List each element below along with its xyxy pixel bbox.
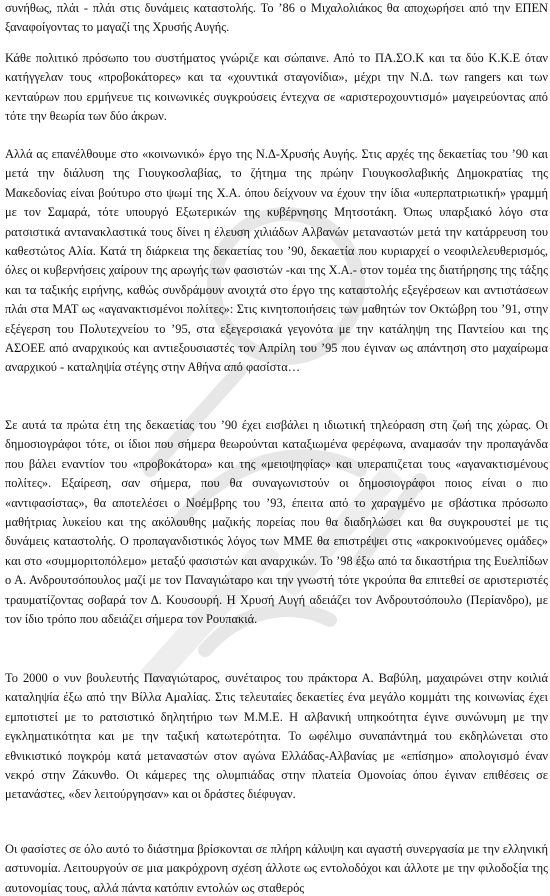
paragraph-2: Κάθε πολιτικό πρόσωπο του συστήματος γνώριζε και σώπαινε. Από το ΠΑ.ΣΟ.Κ και τα δύο Κ.Κ.Ε όταν κατήγγελαν τους «προβοκάτορες» και τα «χουντικά σταγονίδια», μέχρι την Ν.Δ. των rangers και των κενταύρων που ερμήνευε τις κοινωνικές συγκρούσεις έντεχνα σε «αριστεροχουντισμό» μαγειρεύοντας από τότε την θεωρία των δύο άκρων. xyxy=(5,51,548,124)
paragraph-6: Οι φασίστες σε όλο αυτό το διάστημα βρίσκονται σε πλήρη κάλυψη και αγαστή συνεργασία με την ελληνική αστυνομία. Λειτουργούν σε μια μακρόχρονη σχέση άλλοτε ως εντολοδόχοι και άλλοτε με την φιλοδοξία της αυτονομίας τους, αλλά πάντα κατόπιν εντολών ως σταθερός xyxy=(5,842,548,895)
paragraph-5: Το 2000 ο νυν βουλευτής Παναγιώταρος, συνέταιρος του πράκτορα Α. Βαβύλη, μαχαιρώνει στην κοιλιά καταληψία έξω από την Βίλλα Αμαλίας. Στις τελευταίες δεκαετίες ένα μεγάλο κομμάτι της κοινωνίας έχει εμποτιστεί με το ρατσιστικό δηλητήριο των Μ.Μ.Ε. Η αλβανική υπηκοότητα έγινε συνώνυμη με την εγκληματικότητα και με την ταξική κατωτερότητα. Το ωφέλιμο συναπάντημά του εκδηλώνεται στο εθνικιστικό πογκρόμ κατά μεταναστών στον αγώνα Ελλάδας-Αλβανίας με «επίσημο» απολογισμό έναν νεκρό στην Ζάκυνθο. Οι κάμερες της ολυμπιάδας στην πλατεία Ομονοίας όπου έγιναν επιθέσεις σε μετανάστες, «δεν λειτούργησαν» και οι δράστες διέφυγαν. xyxy=(5,671,548,802)
paragraph-3: Αλλά ας επανέλθουμε στο «κοινωνικό» έργο της Ν.Δ-Χρυσής Αυγής. Στις αρχές της δεκαετίας του ’90 και μετά την διάλυση της Γιουγκοσλαβίας, το ζήτημα της πρώην Γιουγκοσλαβικής Δημοκρατίας της Μακεδονίας είναι βούτυρο στο ψωμί της Χ.Α. όπου δείχνουν να έχουν την ίδια «υπερπατριωτική» γραμμή με τον Σαμαρά, τότε υπουργό Εξωτερικών της κυβέρνησης Μητσοτάκη. Όπως υπαρξιακό λόγο στα ρατσιστικά αντανακλαστικά τους δίνει η έλευση χιλιάδων Αλβανών μεταναστών μετά την κατάρρευση του καθεστώτος Αλία. Κατά τη διάρκεια της δεκαετίας του ’90, δεκαετία που κυριαρχεί ο νεοφιλελευθερισμός, όλες οι κυβερνήσεις χαίρουν της αρωγής των φασιστών -και της Χ.Α.- στον τομέα της διατήρησης της τάξης και τα ταξικής ειρήνης, καθώς συνδράμουν ανοιχτά στο έργο της καταστολής εξεγέρσεων και αντιστάσεων πλάι στα ΜΑΤ ως «αγανακτισμένοι πολίτες»: Στις κινητοποιήσεις των μαθητών τον Οκτώβρη του ’91, στην εξέγερση του Πολυτεχνείου το ’95, στα εξεγερσιακά γεγονότα με την κατάληψη της Παντείου και της ΑΣΟΕΕ από αναρχικούς και αντιεξουσιαστές τον Απρίλη του ’95 που έγιναν ως απάντηση στο μαχαίρωμα αναρχικού - καταληψία στέγης στην Αθήνα από φασίστα… xyxy=(5,147,548,375)
paragraph-4: Σε αυτά τα πρώτα έτη της δεκαετίας του ’90 έχει εισβάλει η ιδιωτική τηλεόραση στη ζωή της χώρας. Οι δημοσιογράφοι τότε, οι ίδιοι που σήμερα θεωρούνται καταξιωμένα φερέφωνα, αναμασάν την προπαγάνδα που βάλει εναντίον του «προβοκάτορα» και της «μειοψηφίας» και υπεραπιζεται τους «αγανακτισμένους πολίτες». Εξαίρεση, σαν σήμερα, που θα συναγωνιστούν οι δημοσιογράφοι ποιος είναι ο πιο «αντιφασίστας», θα αποτελέσει ο Νοέμβρης του ’93, έπειτα από το χαραγμένο με σβάστικα πρόσωπο μαθήτριας λυκείου και της ακόλουθης μαζικής πορείας που θα διαδηλώσει και θα συγκρουστεί με τις δυνάμεις καταστολής. Ο προπαγανδιστικός λόγος των ΜΜΕ θα επιστρέψει στις «ακροκινούμενες ομάδες» και στο «συμμοριτοπόλεμο» μεταξύ φασιστών και αναρχικών. Το ’98 έξω από τα δικαστήρια της Ευελπίδων ο Α. Ανδρουτσόπουλος μαζί με τον Παναγιώταρο και την γνωστή τότε γκρούπα θα επιτεθεί σε αριστεριστές τραυματίζοντας σοβαρά τον Δ. Κουσουρή. Η Χρυσή Αυγή αδειάζει τον Ανδρουτσόπουλο (Περίανδρο), με τον ίδιο τρόπο που αδειάζει σήμερα τον Ρουπακιά. xyxy=(5,418,548,627)
paragraph-1: συνήθως, πλάι - πλάι στις δυνάμεις καταστολής. Το ’86 ο Μιχαλολιάκος θα αποχωρήσει από την ΕΠΕΝ ξαναφοίγοντας το μαγαζί της Χρυσής Αυγής. xyxy=(5,1,548,35)
